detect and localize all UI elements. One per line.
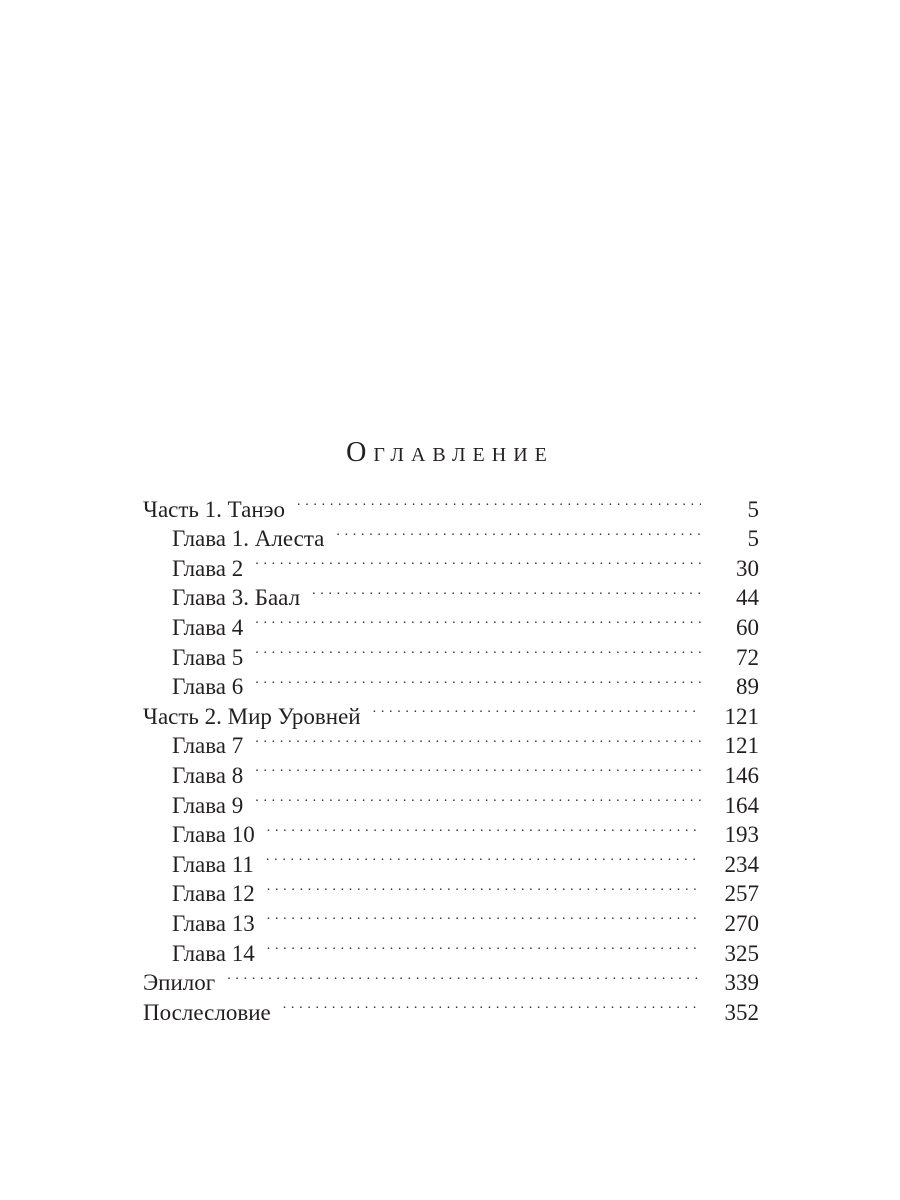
toc-entry-label: Глава 7 bbox=[172, 733, 244, 759]
toc-entry-label: Глава 8 bbox=[172, 762, 244, 788]
toc-entry-page-number: 234 bbox=[724, 851, 759, 877]
toc-entry-page-number: 257 bbox=[724, 881, 759, 907]
table-of-contents bbox=[143, 487, 759, 1025]
toc-entry-label: Часть 1. Танэо bbox=[143, 496, 286, 522]
toc-entry-page-number: 339 bbox=[724, 970, 759, 996]
toc-entry-label: Глава 10 bbox=[172, 822, 255, 848]
dot-leader bbox=[255, 635, 701, 665]
toc-entry-page-number: 89 bbox=[736, 674, 759, 700]
dot-leader bbox=[255, 546, 701, 576]
toc-entry-label: Эпилог bbox=[143, 970, 216, 996]
dot-leader bbox=[267, 931, 701, 961]
toc-entry-page-number: 193 bbox=[724, 822, 759, 848]
toc-entry-label: Глава 1. Алеста bbox=[172, 526, 325, 552]
dot-leader bbox=[227, 961, 701, 991]
toc-entry-page-number: 30 bbox=[736, 555, 759, 581]
page-title: Оглавление bbox=[346, 436, 554, 468]
dot-leader bbox=[266, 842, 701, 872]
dot-leader bbox=[267, 901, 701, 931]
toc-entry-label: Глава 4 bbox=[172, 614, 244, 640]
toc-entry-label: Глава 6 bbox=[172, 674, 244, 700]
toc-entry-label: Глава 12 bbox=[172, 881, 255, 907]
toc-entry-page-number: 60 bbox=[736, 614, 759, 640]
dot-leader bbox=[255, 605, 701, 635]
toc-entry-page-number: 5 bbox=[747, 526, 759, 552]
toc-entry-page-number: 325 bbox=[724, 940, 759, 966]
toc-entry-label: Глава 13 bbox=[172, 910, 255, 936]
toc-entry-page-number: 44 bbox=[736, 585, 759, 611]
dot-leader bbox=[255, 665, 701, 695]
toc-entry-page-number: 121 bbox=[724, 733, 759, 759]
dot-leader bbox=[267, 813, 701, 843]
toc-entry-page-number: 164 bbox=[724, 792, 759, 818]
toc-entry-page-number: 5 bbox=[747, 496, 759, 522]
toc-entry-label: Глава 2 bbox=[172, 555, 244, 581]
toc-entry-page-number: 270 bbox=[724, 910, 759, 936]
toc-entry-label: Глава 9 bbox=[172, 792, 244, 818]
toc-entry-page-number: 72 bbox=[736, 644, 759, 670]
toc-entry-page-number: 146 bbox=[724, 762, 759, 788]
dot-leader bbox=[255, 724, 701, 754]
toc-entry-label: Часть 2. Мир Уровней bbox=[143, 703, 361, 729]
toc-entry-label: Глава 11 bbox=[172, 851, 254, 877]
toc-entry-label: Глава 5 bbox=[172, 644, 244, 670]
dot-leader bbox=[267, 872, 701, 902]
toc-entry-label: Послесловие bbox=[143, 999, 271, 1025]
dot-leader bbox=[373, 694, 701, 724]
toc-entry bbox=[143, 487, 759, 522]
dot-leader bbox=[297, 487, 701, 517]
dot-leader bbox=[255, 783, 701, 813]
toc-entry-label: Глава 3. Баал bbox=[172, 585, 301, 611]
toc-entry bbox=[143, 990, 759, 1025]
dot-leader bbox=[312, 576, 701, 606]
toc-entry-page-number: 121 bbox=[724, 703, 759, 729]
toc-entry bbox=[143, 961, 759, 996]
toc-entry-label: Глава 14 bbox=[172, 940, 255, 966]
dot-leader bbox=[255, 753, 701, 783]
toc-entry-page-number: 352 bbox=[724, 999, 759, 1025]
dot-leader bbox=[283, 990, 701, 1020]
dot-leader bbox=[336, 517, 701, 547]
